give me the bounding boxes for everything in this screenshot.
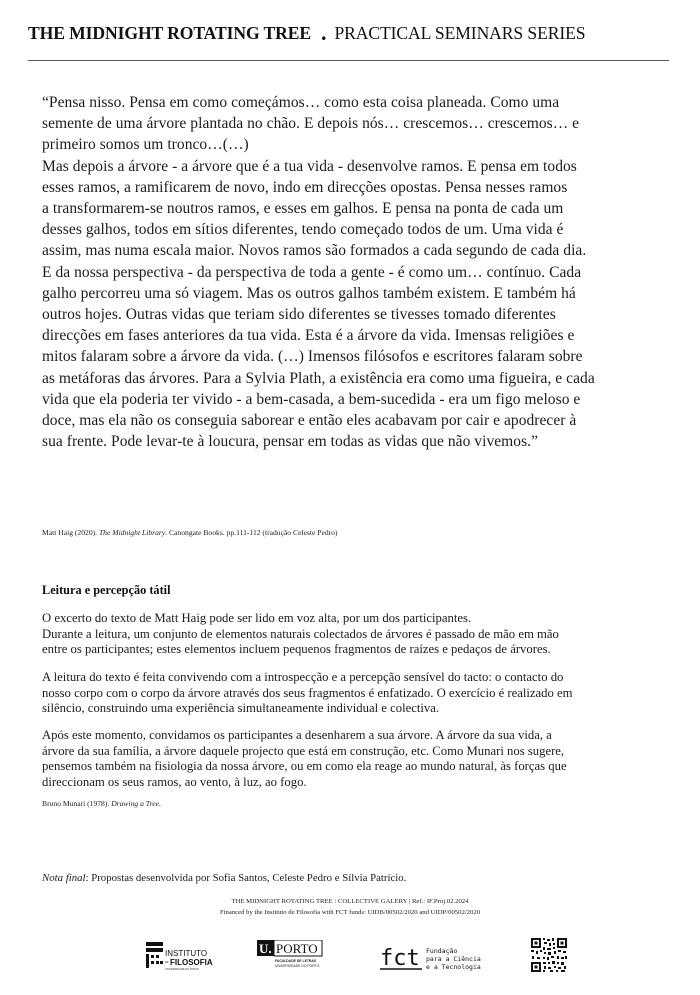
- section-paragraph-3: [42, 728, 667, 790]
- qr-code-icon: [530, 937, 568, 973]
- citation-author: Bruno Munari (1978).: [42, 799, 112, 808]
- quote-line: assim, mas numa escala maior. Novos ramos são formados a cada segundo de cada dia.: [42, 242, 587, 260]
- svg-text:INSTITUTO: INSTITUTO: [165, 949, 208, 958]
- quote-line: as metáforas das árvores. Para a Sylvia Plath, a existência era como uma figueira, e cada: [42, 369, 595, 387]
- uporto-mark-icon: [257, 940, 323, 972]
- paragraph-line: A leitura do texto é feita convivendo com a introspecção e a percepção sensível do tacto: o contacto do: [42, 670, 564, 684]
- quote-line: esses ramos, a ramificarem de novo, indo em direcções opostas. Pensa nesses ramos: [42, 178, 568, 196]
- svg-text:FILOSOFIA: FILOSOFIA: [170, 958, 213, 967]
- svg-text:U.: U.: [259, 941, 272, 956]
- svg-text:Fundação: Fundação: [426, 947, 458, 955]
- section-paragraph-2: [42, 670, 667, 717]
- qr-code[interactable]: [530, 937, 568, 973]
- instituto-filosofia-logo: [146, 942, 216, 974]
- svg-text:DE: DE: [165, 961, 169, 964]
- quote-line: a transformarem-se noutros ramos, e esses em galhos. E pensa na ponta de cada um: [42, 200, 564, 218]
- paragraph-line: Após este momento, convidamos os participantes a desenharem a sua árvore. A árvore da sua vida, a: [42, 728, 552, 742]
- quote-block: [42, 92, 667, 452]
- fct-logo: [380, 941, 490, 975]
- quote-line: outros hojes. Outras vidas que teriam sido diferentes se tivesses tomado diferentes: [42, 306, 556, 324]
- paragraph-line: silêncio, construindo uma experiência simultaneamente individual e colectiva.: [42, 701, 440, 715]
- svg-text:fct: fct: [380, 946, 420, 971]
- header-divider: [28, 60, 669, 61]
- section-citation: [42, 799, 161, 808]
- paragraph-line: entre os participantes; estes elementos incluem pequenos fragmentos de raízes e pedaços de árvores.: [42, 642, 551, 656]
- svg-text:PORTO: PORTO: [276, 941, 318, 956]
- section-heading: Leitura e percepção tátil: [42, 583, 171, 597]
- footer-reference: THE MIDNIGHT ROTATING TREE : COLLECTIVE GALERY | Ref.: IF.Proj.02.2024: [231, 898, 469, 905]
- final-note: [42, 872, 406, 884]
- paragraph-line: pensemos também na fisiologia da nossa árvore, ou em como ela reage ao mundo natural, às forças que: [42, 759, 567, 773]
- citation-author: Matt Haig (2020).: [42, 528, 99, 537]
- quote-line: “Pensa nisso. Pensa em como começámos… como esta coisa planeada. Como uma: [42, 94, 560, 111]
- quote-citation: [42, 528, 338, 537]
- paragraph-line: direccionam os seus ramos, ao vento, à luz, ao fogo.: [42, 774, 307, 789]
- quote-line: sua frente. Pode levar-te à loucura, pensar em todas as vidas que não vivemos.”: [42, 433, 539, 451]
- quote-line: desses galhos, todos em sítios diferentes, tendo começado todos de um. Uma vida é: [42, 221, 564, 239]
- final-note-label: Nota final: [42, 872, 86, 884]
- paragraph-line: árvore da sua família, a árvore daquele projecto que está em construção, etc. Como Munari nos sugere,: [42, 743, 565, 758]
- svg-text:e a Tecnologia: e a Tecnologia: [426, 963, 481, 971]
- paragraph-line: Durante a leitura, um conjunto de elementos naturais colectados de árvores é passado de mão em mão: [42, 626, 559, 641]
- quote-line: galho percorreu uma só viagem. Mas os outros galhos também existem. E também há: [42, 284, 576, 302]
- series-title: PRACTICAL SEMINARS SERIES: [334, 23, 586, 43]
- paragraph-line: O excerto do texto de Matt Haig pode ser lido em voz alta, por um dos participantes.: [42, 611, 472, 625]
- paragraph-line: nosso corpo com o corpo da árvore através dos seus fragmentos é enfatizado. O exercício é realizado em: [42, 685, 573, 700]
- quote-line: primeiro somos um tronco…(…): [42, 136, 249, 154]
- citation-details: . Canongate Books. pp.111-112 (tradução Celeste Pedro): [165, 528, 338, 537]
- footer-funding: Financed by the Instituto de Filosofia with FCT funds: UIDB/00502/2020 and UIDP/00502/2020: [219, 909, 481, 916]
- section-paragraph-1: [42, 611, 667, 658]
- instituto-filosofia-mark-icon: [146, 942, 216, 974]
- quote-line: doce, mas ela não os conseguia saborear e então eles acabavam por cair e apodrecer à: [42, 412, 577, 430]
- svg-text:para a Ciência: para a Ciência: [426, 955, 481, 963]
- uporto-logo: [257, 940, 323, 972]
- quote-line: direcções em fases anteriores da tua vida. Esta é a árvore da vida. Imensas religiões e: [42, 327, 575, 345]
- quote-line: E da nossa perspectiva - da perspectiva de toda a gente - é como um… contínuo. Cada: [42, 263, 582, 281]
- document-header: [28, 19, 670, 45]
- final-note-text: : Propostas desenvolvida por Sofia Santos, Celeste Pedro e Sílvia Patrício.: [85, 872, 407, 884]
- citation-book-title: Drawing a Tree: [111, 799, 160, 808]
- quote-line: vida que ela poderia ter vivido - a bem-casada, a bem-sucedida - era um figo meloso e: [42, 390, 581, 408]
- fct-mark-icon: [380, 941, 490, 975]
- title-separator: .: [321, 20, 327, 45]
- quote-line: semente de uma árvore plantada no chão. E depois nós… crescemos… crescemos… e: [42, 115, 580, 133]
- svg-text:FACULDADE DE LETRAS: FACULDADE DE LETRAS: [275, 959, 317, 963]
- quote-line: mitos falaram sobre a árvore da vida. (…) Imensos filósofos e escritores falaram sobre: [42, 348, 583, 366]
- project-title: THE MIDNIGHT ROTATING TREE: [28, 23, 312, 43]
- svg-text:UNIVERSIDADE DO PORTO: UNIVERSIDADE DO PORTO: [165, 968, 199, 971]
- quote-line: Mas depois a árvore - a árvore que é a tua vida - desenvolve ramos. E pensa em todos: [42, 157, 577, 175]
- citation-details: .: [159, 799, 161, 808]
- svg-text:UNIVERSIDADE DO PORTO: UNIVERSIDADE DO PORTO: [275, 964, 320, 968]
- sponsor-logos: [0, 935, 700, 980]
- citation-book-title: The Midnight Library: [98, 528, 166, 537]
